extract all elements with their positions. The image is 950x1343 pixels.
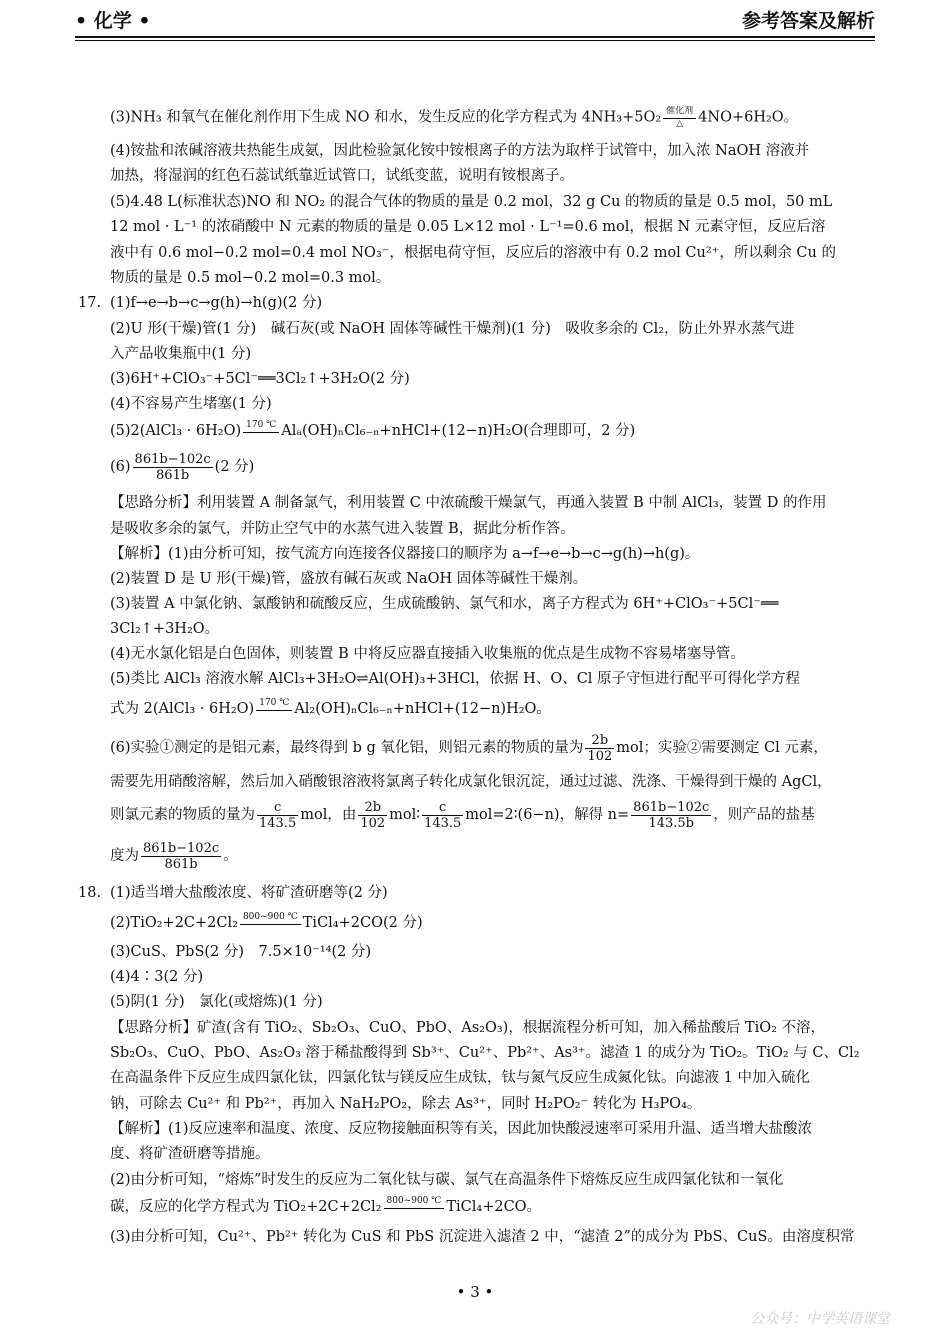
page-number: • 3 • [456,1283,494,1301]
q18-answer-1: (1)适当增大盐酸浓度、将矿渣研磨等(2 分) [110,885,388,901]
q16-line-5b: 12 mol · L⁻¹ 的浓硝酸中 N 元素的物质的量是 0.05 L×12 mol · L⁻¹=0.6 mol，根据 N 元素守恒，反应后溶 [110,219,826,235]
q18-solution-2a: (2)由分析可知，“熔炼”时发生的反应为二氧化钛与碳、氯气在高温条件下熔炼反应生成四氯化钛和一氧化 [110,1172,784,1188]
watermark: 公众号：中学英语课堂 [750,1311,890,1327]
q17-solution-6b: 需要先用硝酸溶解，然后加入硝酸银溶液将氯离子转化成氯化银沉淀，通过过滤、洗涤、干燥得到干燥的 AgCl， [110,774,832,790]
subject-label: • 化学 • [75,10,151,32]
q18-analysis-b: Sb₂O₃、CuO、PbO、As₂O₃ 溶于稀盐酸得到 Sb³⁺、Cu²⁺、Pb²⁺、As³⁺。滤渣 1 的成分为 TiO₂。TiO₂ 与 C、Cl₂ [110,1045,860,1061]
q18-analysis-c: 在高温条件下反应生成四氯化钛，四氯化钛与镁反应生成钛，钛与氮气反应生成氮化钛。向滤液 1 中加入硫化 [110,1070,810,1086]
q17-solution-5a: (5)类比 AlCl₃ 溶液水解 AlCl₃+3H₂O⇌Al(OH)₃+3HCl，依据 H、O、Cl 原子守恒进行配平可得化学方程 [110,671,801,687]
q17-answer-2b: 入产品收集瓶中(1 分) [110,346,252,362]
q17-solution-6a: (6)实验①测定的是铝元素，最终得到 b g 氧化铝，则铝元素的物质的量为 $\frac{2b}{102}$ mol；实验②需要测定 Cl 元素， [110,732,828,764]
question-number: 17. [78,295,102,311]
q17-analysis-a: 【思路分析】利用装置 A 制备氯气，利用装置 C 中浓硫酸干燥氯气，再通入装置 B 中制 AlCl₃，装置 D 的作用 [110,495,827,511]
q18-answer-5: (5)阴(1 分) 氯化(或熔炼)(1 分) [110,994,323,1010]
q16-line-3: (3)NH₃ 和氧气在催化剂作用下生成 NO 和水，发生反应的化学方程式为 4NH₃+5O₂ 催化剂 △ 4NO+6H₂O。 [110,106,799,129]
fraction: $\frac{2b}{102}$ [587,732,613,764]
fraction: $\frac{c}{143.5}$ [424,799,462,831]
q18-solution-2b: 碳，反应的化学方程式为 TiO₂+2C+2Cl₂ 800~900 ℃ TiCl₄+2CO。 [110,1196,874,1218]
q17-solution-4: (4)无水氯化铝是白色固体，则装置 B 中将反应器直接插入收集瓶的优点是生成物不容易堵塞导管。 [110,646,745,662]
q17-answer-6: (6) $\frac{861b-102c}{861b}$ (2 分) [110,451,255,483]
q16-line-5d: 物质的量是 0.5 mol−0.2 mol=0.3 mol。 [110,270,391,286]
q17-answer-1: (1)f→e→b→c→g(h)→h(g)(2 分) [110,295,323,311]
q18-solution-1b: 度、将矿渣研磨等措施。 [110,1146,270,1162]
question-number: 18. [78,885,102,901]
header-rule [75,36,875,38]
q16-line-5a: (5)4.48 L(标准状态)NO 和 NO₂ 的混合气体的物质的量是 0.2 mol，32 g Cu 的物质的量是 0.5 mol，50 mL [110,194,833,210]
q17-answer-2a: (2)U 形(干燥)管(1 分) 碱石灰(或 NaOH 固体等碱性干燥剂)(1 分) 吸收多余的 Cl₂，防止外界水蒸气进 [110,321,795,337]
q17-answer-3: (3)6H⁺+ClO₃⁻+5Cl⁻══3Cl₂↑+3H₂O(2 分) [110,371,410,387]
fraction: $\frac{c}{143.5}$ [259,799,297,831]
fraction: $\frac{861b-102c}{861b}$ [134,451,211,483]
section-title: 参考答案及解析 [741,10,875,32]
q17-solution-3a: (3)装置 A 中氯化钠、氯酸钠和硫酸反应，生成硫酸钠、氯气和水，离子方程式为 6H⁺+ClO₃⁻+5Cl⁻══ [110,596,779,612]
q18-analysis-a: 【思路分析】矿渣(含有 TiO₂、Sb₂O₃、CuO、PbO、As₂O₃)，根据流程分析可知，加入稀盐酸后 TiO₂ 不溶， [110,1020,826,1036]
q17-solution-6d: 度为 $\frac{861b-102c}{861b}$ 。 [110,840,238,872]
fraction: $\frac{861b-102c}{143.5b}$ [633,799,710,831]
q17-answer-4: (4)不容易产生堵塞(1 分) [110,396,272,412]
q18-answer-2: (2)TiO₂+2C+2Cl₂ 800~900 ℃ TiCl₄+2CO(2 分) [110,912,874,934]
reaction-condition: 800~900 ℃ [384,1196,445,1218]
fraction: $\frac{2b}{102}$ [360,799,386,831]
q18-analysis-d: 钠，可除去 Cu²⁺ 和 Pb²⁺，再加入 NaH₂PO₂，除去 As³⁺，同时 H₂PO₂⁻ 转化为 H₃PO₄。 [110,1096,702,1112]
q17-solution-2: (2)装置 D 是 U 形(干燥)管，盛放有碱石灰或 NaOH 固体等碱性干燥剂。 [110,571,588,587]
reaction-condition: 催化剂 △ [663,106,696,129]
q17-solution-3b: 3Cl₂↑+3H₂O。 [110,621,220,637]
q18-solution-3: (3)由分析可知，Cu²⁺、Pb²⁺ 转化为 CuS 和 PbS 沉淀进入滤渣 2 中，“滤渣 2”的成分为 PbS、CuS。由溶度积常 [110,1229,855,1245]
reaction-condition: 170 ℃ [243,420,279,442]
header-rule-thin [75,40,875,41]
q17-analysis-b: 是吸收多余的氯气，并防止空气中的水蒸气进入装置 B，据此分析作答。 [110,521,575,537]
q17-solution-1: 【解析】(1)由分析可知，按气流方向连接各仪器接口的顺序为 a→f→e→b→c→g(h)→h(g)。 [110,546,700,562]
q16-line-5c: 液中有 0.6 mol−0.2 mol=0.4 mol NO₃⁻，根据电荷守恒，反应后的溶液中有 0.2 mol Cu²⁺，所以剩余 Cu 的 [110,245,836,261]
q18-answer-4: (4)4∶3(2 分) [110,969,204,985]
q17-solution-6c: 则氯元素的物质的量为 $\frac{c}{143.5}$ mol，由 $\frac{2b}{102}$ mol∶ $\frac{c}{143.5}$ mol=2∶(6−n)，解得 n= $\frac{861b-102c}{143.5b}$ ，则产品的盐基 [110,799,815,831]
q18-answer-3: (3)CuS、PbS(2 分) 7.5×10⁻¹⁴(2 分) [110,944,372,960]
q18-solution-1a: 【解析】(1)反应速率和温度、浓度、反应物接触面积等有关，因此加快酸浸速率可采用升温、适当增大盐酸浓 [110,1121,813,1137]
reaction-condition: 170 ℃ [256,698,292,720]
q16-line-4b: 加热，将湿润的红色石蕊试纸靠近试管口，试纸变蓝，说明有铵根离子。 [110,168,574,184]
fraction: $\frac{861b-102c}{861b}$ [143,840,220,872]
q17-solution-5b: 式为 2(AlCl₃ · 6H₂O) 170 ℃ Al₂(OH)ₙCl₆₋ₙ+nHCl+(12−n)H₂O。 [110,698,874,720]
q16-line-4a: (4)铵盐和浓碱溶液共热能生成氨，因此检验氯化铵中铵根离子的方法为取样于试管中，加入浓 NaOH 溶液并 [110,143,810,159]
q17-answer-5: (5)2(AlCl₃ · 6H₂O) 170 ℃ Alₐ(OH)ₙCl₆₋ₙ+nHCl+(12−n)H₂O(合理即可，2 分) [110,420,874,442]
reaction-condition: 800~900 ℃ [240,912,301,934]
